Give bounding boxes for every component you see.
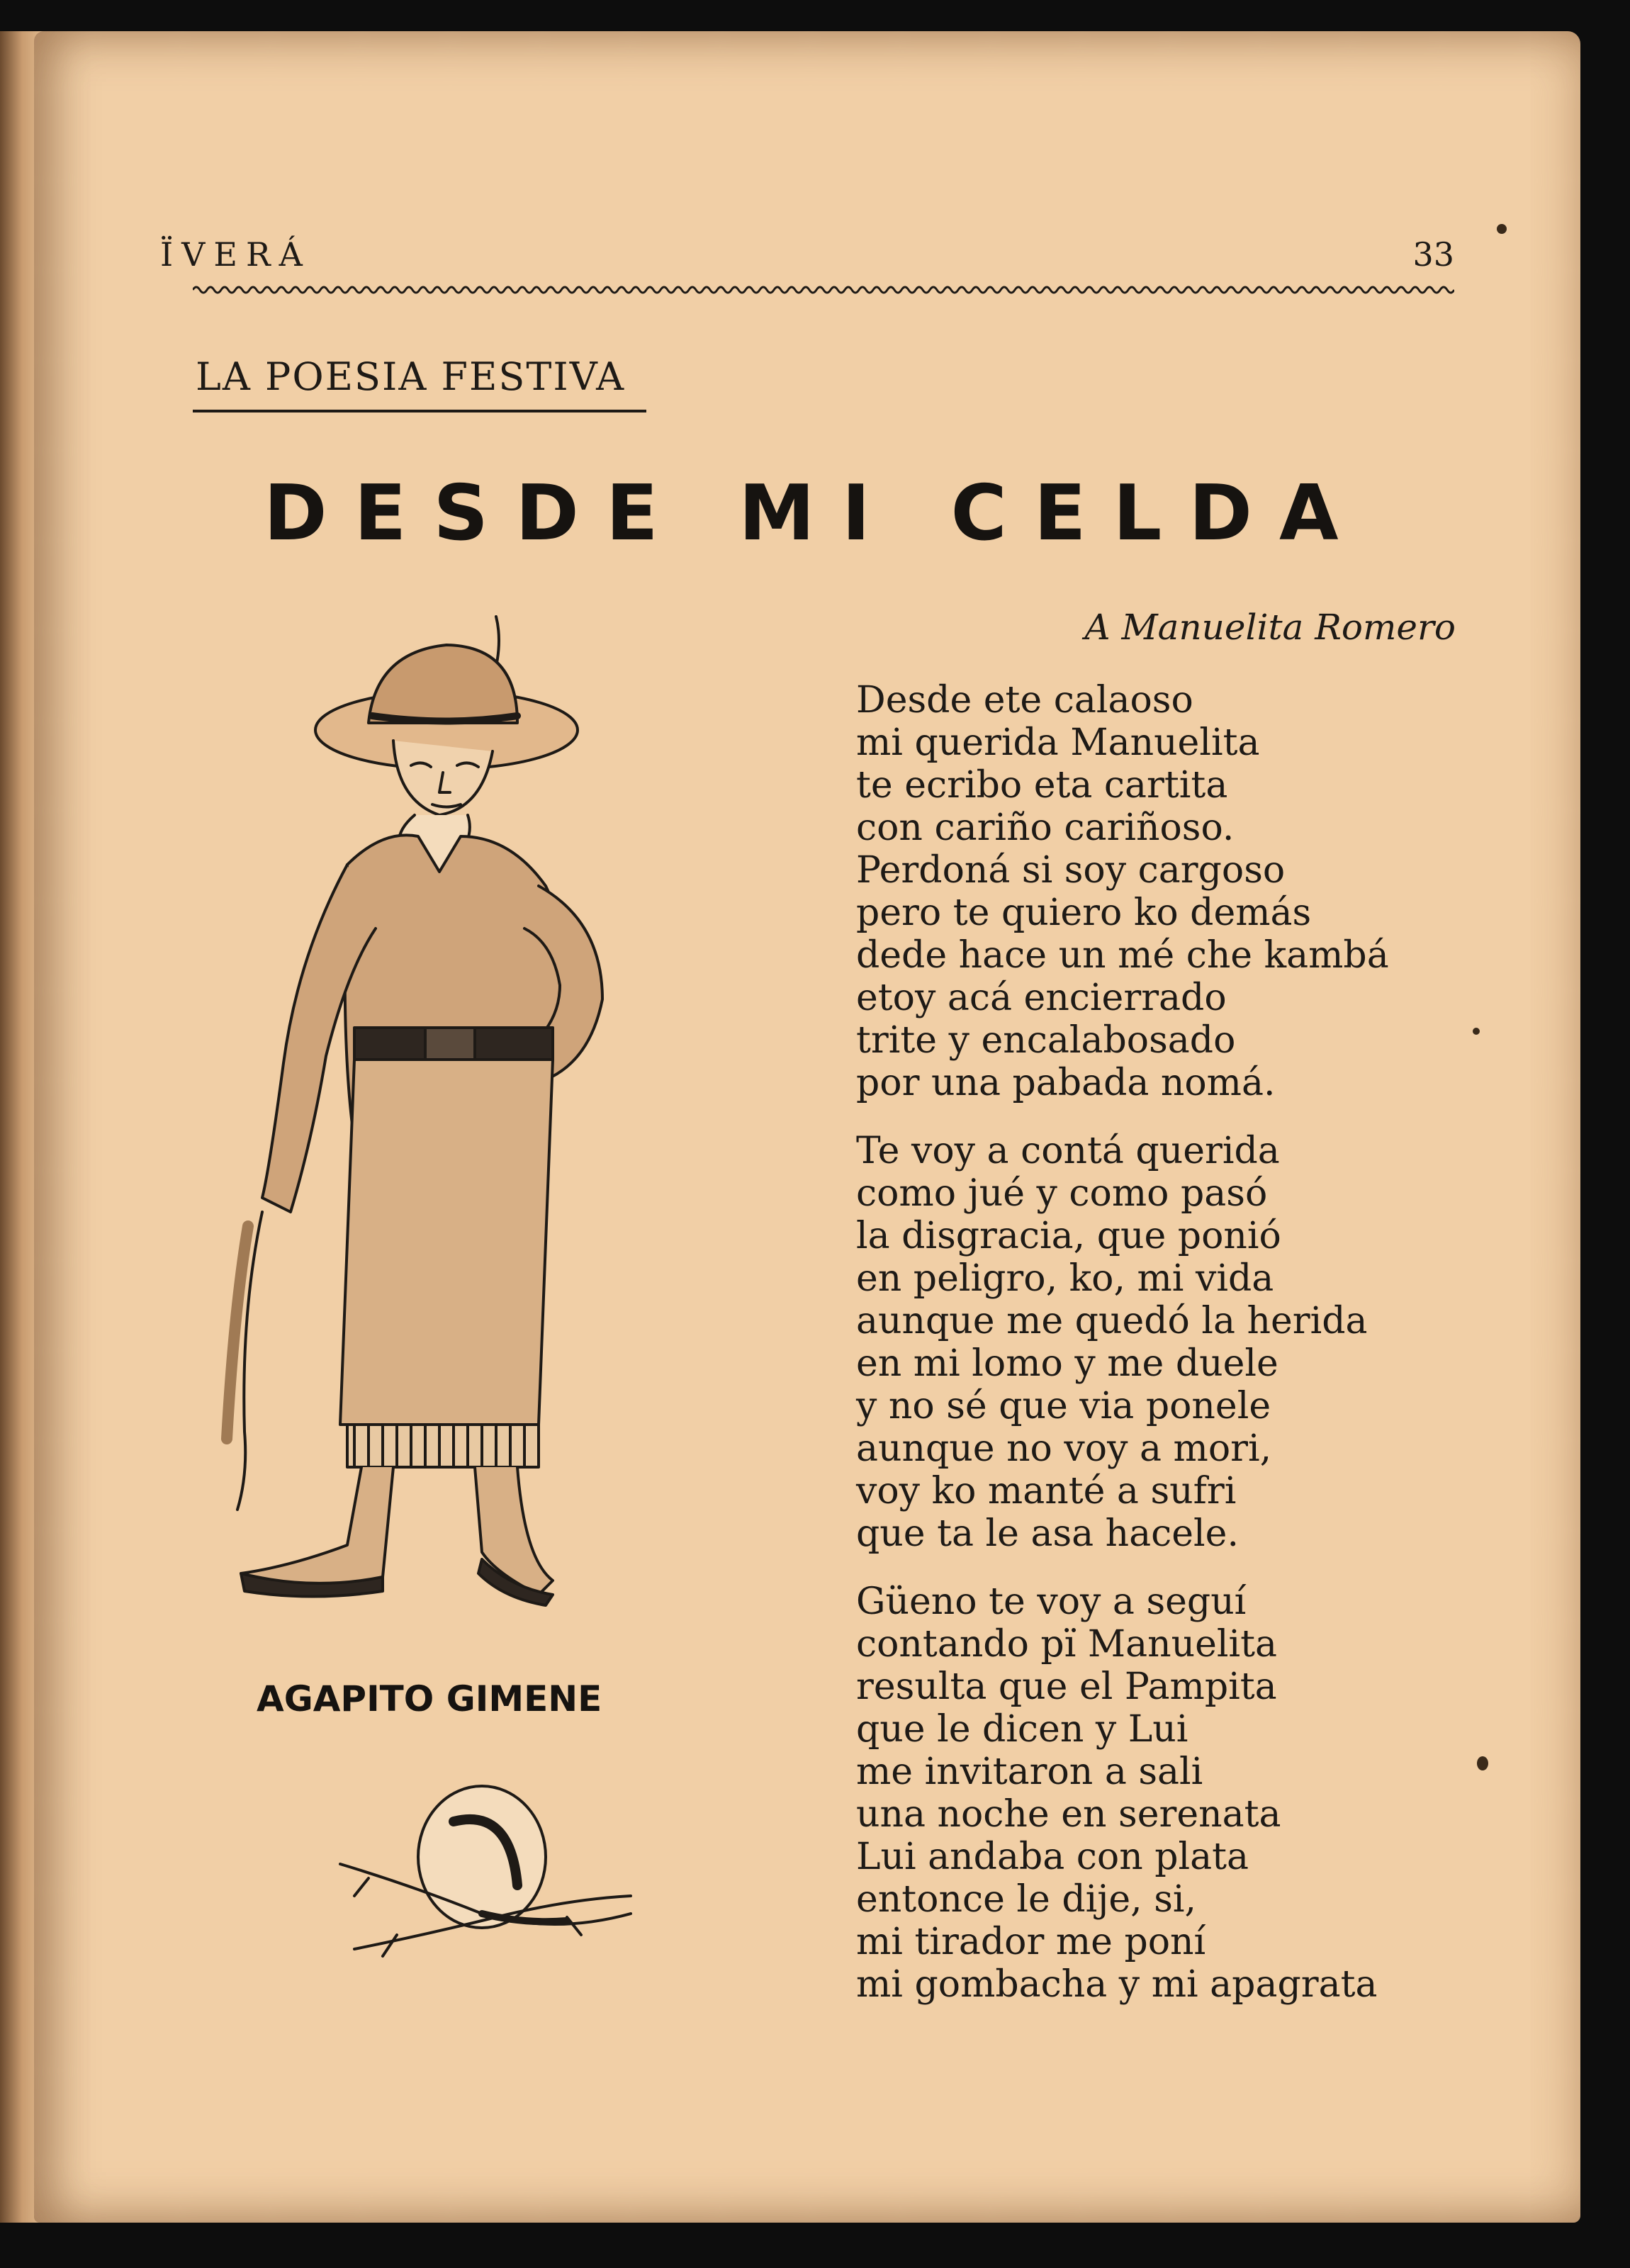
poem-line: aunque no voy a mori, [856,1427,1272,1470]
poem-line: en peligro, ko, mi vida [856,1257,1274,1300]
dedication: A Manuelita Romero [1084,607,1456,648]
poem-line: resulta que el Pampita [856,1666,1277,1708]
poem-body [856,679,1466,2031]
poem-stanza [856,1130,1466,1555]
poem-line: en mi lomo y me duele [856,1342,1278,1385]
poem-line: Te voy a contá querida [856,1130,1280,1172]
poem-line: la disgracia, que ponió [856,1215,1281,1257]
poem-stanza [856,679,1466,1104]
poem-line: aunque me quedó la herida [856,1300,1368,1342]
paper-speck [1497,224,1507,234]
poem-line: te ecribo eta cartita [856,764,1228,807]
poem-line: trite y encalabosado [856,1019,1236,1062]
poem-line: Perdoná si soy cargoso [856,849,1286,892]
illustration-caption: AGAPITO GIMENE [257,1678,602,1719]
poem-line: por una pabada nomá. [856,1062,1276,1104]
poem-line: dede hace un mé che kambá [856,934,1389,977]
poem-line: contando pï Manuelita [856,1623,1278,1666]
poem-line: con cariño cariñoso. [856,807,1235,849]
poem-line: etoy acá encierrado [856,977,1227,1019]
poem-line: como jué y como pasó [856,1172,1268,1215]
page-number: 33 [1412,235,1454,274]
poem-line: mi querida Manuelita [856,722,1260,764]
wavy-divider [193,282,1454,298]
poem-line: mi gombacha y mi apagrata [856,1963,1378,2006]
poem-line: una noche en serenata [856,1793,1281,1836]
section-underline [193,410,646,412]
paper-speck [1477,1756,1488,1770]
poem-line: pero te quiero ko demás [856,892,1312,934]
poem-line: Desde ete calaoso [856,679,1193,722]
paper-speck [1473,1028,1480,1035]
hat-ornament-illustration [326,1772,638,1970]
poem-line: que le dicen y Lui [856,1708,1188,1751]
poem-line: entonce le dije, si, [856,1878,1197,1921]
gaucho-figure-illustration [206,602,723,1666]
poem-line: mi tirador me poní [856,1921,1206,1963]
poem-line: que ta le asa hacele. [856,1512,1239,1555]
poem-line: voy ko manté a sufri [856,1470,1237,1512]
running-header-journal: ÏVERÁ [160,235,311,274]
poem-line: Güeno te voy a seguí [856,1581,1247,1623]
poem-line: me invitaron a sali [856,1751,1203,1793]
poem-line: y no sé que via ponele [856,1385,1271,1427]
section-label: LA POESIA FESTIVA [196,354,626,399]
poem-line: Lui andaba con plata [856,1836,1249,1878]
poem-stanza [856,1581,1466,2006]
poem-title: DESDE MI CELDA [264,469,1366,558]
